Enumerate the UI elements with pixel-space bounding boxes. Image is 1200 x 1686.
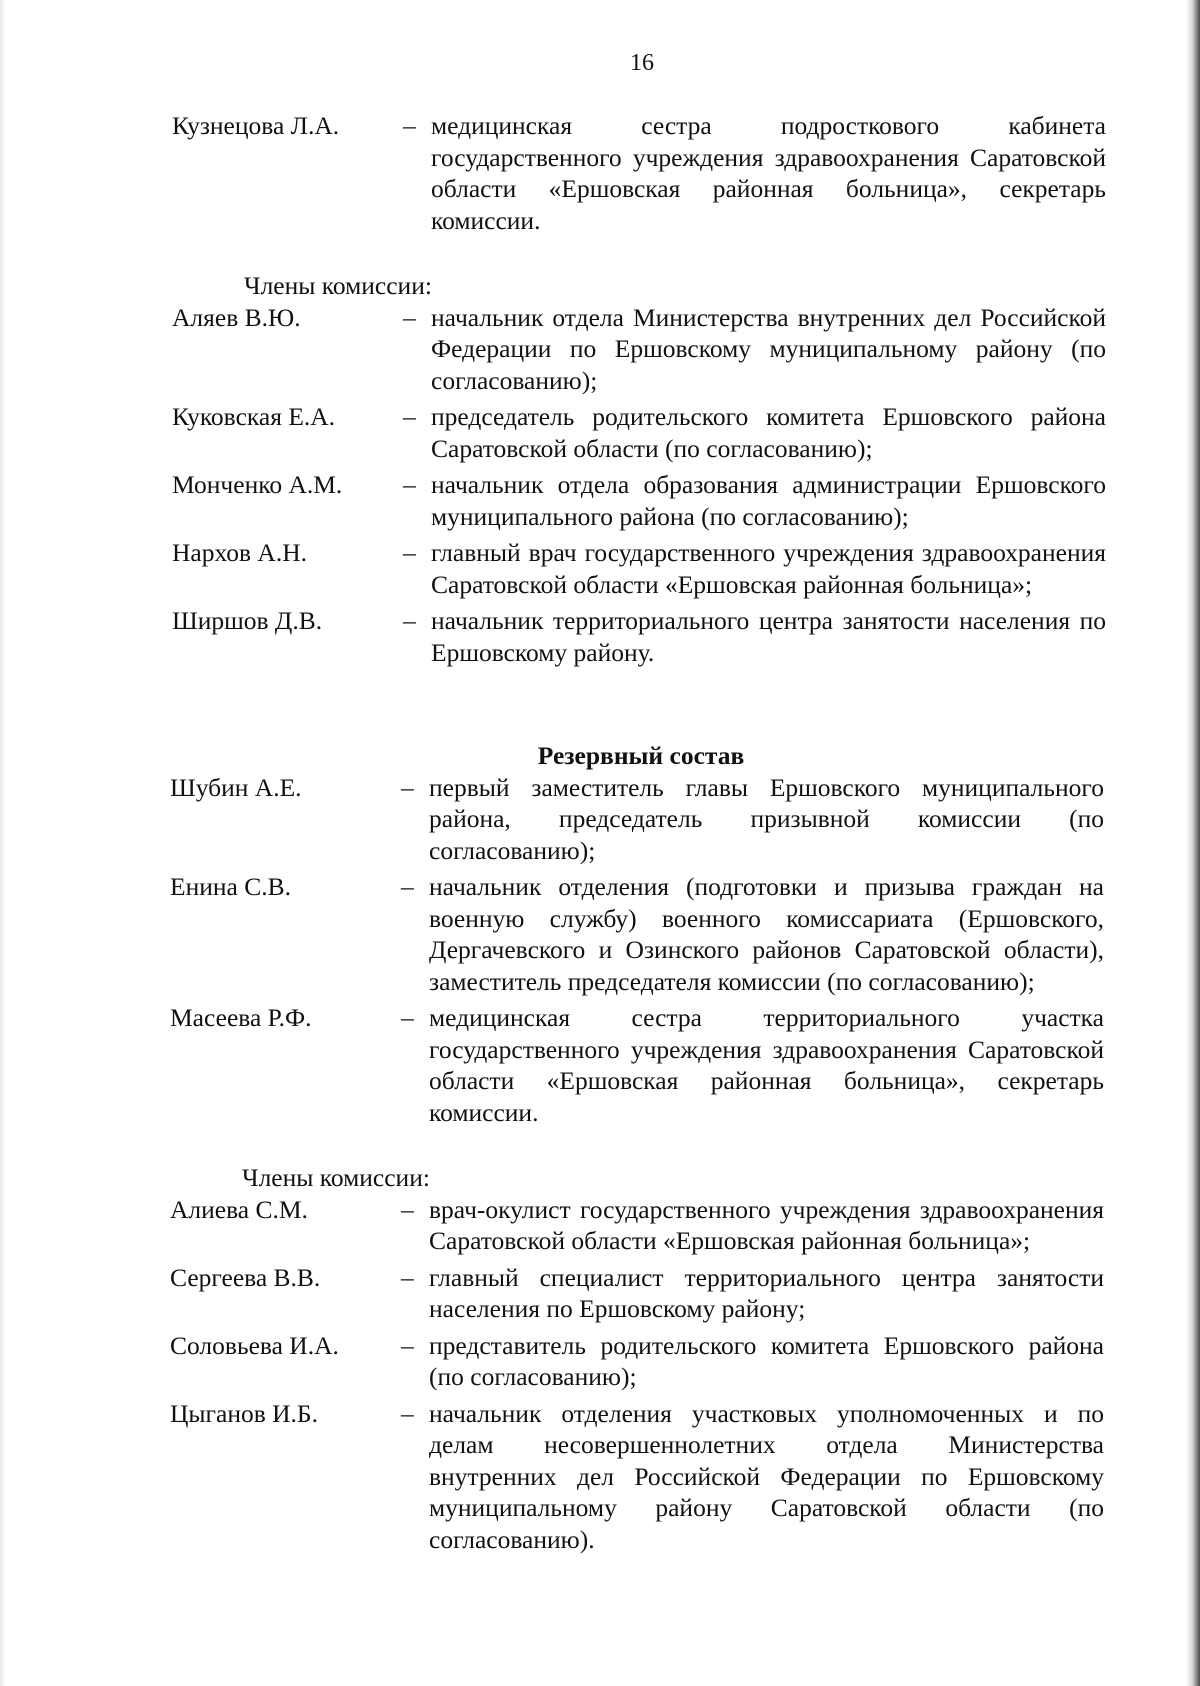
person-role: представитель родительского комитета Ершовского района (по согласованию); xyxy=(429,1330,1104,1391)
dash: – xyxy=(403,111,416,140)
member-entry xyxy=(172,605,1106,668)
person-name: Цыганов И.Б. xyxy=(170,1398,318,1428)
members-label: Члены комиссии: xyxy=(242,1163,430,1192)
person-role: первый заместитель главы Ершовского муниципального района, председатель призывной комиссии (по согласованию); xyxy=(429,772,1104,865)
dash: – xyxy=(403,538,416,567)
person-role: начальник территориального центра занятости населения по Ершовскому району. xyxy=(431,606,1106,667)
person-name: Ширшов Д.В. xyxy=(172,606,323,635)
person-name: Масеева Р.Ф. xyxy=(170,1003,312,1032)
member-entry xyxy=(172,302,1106,397)
person-name: Монченко А.М. xyxy=(172,470,343,499)
person-name: Енина С.В. xyxy=(170,872,291,901)
dash: – xyxy=(401,1194,414,1224)
members-list xyxy=(170,1194,1104,1556)
reserve-heading: Резервный состав xyxy=(537,741,745,770)
dash: – xyxy=(401,772,414,802)
page-number: 16 xyxy=(630,50,654,76)
person-name: Кузнецова Л.А. xyxy=(172,111,340,140)
member-entry xyxy=(170,772,1104,867)
dash: – xyxy=(403,470,416,499)
member-entry xyxy=(170,1262,1104,1325)
person-name: Соловьева И.А. xyxy=(170,1330,339,1360)
person-role: врач-окулист государственного учреждения здравоохранения Саратовской области «Ершовская районная больница»; xyxy=(429,1194,1104,1255)
person-name: Шубин А.Е. xyxy=(170,772,302,802)
secretary-entry xyxy=(172,110,1106,236)
person-name: Нархов А.Н. xyxy=(172,538,308,567)
member-entry xyxy=(170,871,1104,997)
spacer xyxy=(172,236,1106,270)
dash: – xyxy=(401,1003,414,1032)
dash: – xyxy=(403,302,416,332)
dash: – xyxy=(403,402,416,431)
person-role: начальник отдела Министерства внутренних дел Российской Федерации по Ершовскому муниципальному району (по согласованию); xyxy=(431,302,1106,395)
member-entry xyxy=(170,1194,1104,1257)
person-name: Алиева С.М. xyxy=(170,1194,308,1224)
members-label: Члены комиссии: xyxy=(244,271,432,300)
scan-edge-left xyxy=(0,0,6,1686)
person-role: главный врач государственного учреждения здравоохранения Саратовской области «Ершовская районная больница»; xyxy=(431,538,1106,599)
member-entry xyxy=(172,469,1106,532)
member-entry xyxy=(170,1330,1104,1393)
main-commission xyxy=(172,110,1106,668)
dash: – xyxy=(401,872,414,901)
reserve-commission xyxy=(170,740,1104,1555)
person-role: медицинская сестра территориального участка государственного учреждения здравоохранения Саратовской области «Ершовская районная больница», секретарь комиссии. xyxy=(429,1003,1104,1127)
dash: – xyxy=(401,1330,414,1360)
person-role: начальник отделения участковых уполномоченных и по делам несовершеннолетних отдела Министерства внутренних дел Российской Федерации по Ершовскому муниципальному району Саратовской области (по согласованию). xyxy=(429,1398,1104,1554)
person-role: председатель родительского комитета Ершовского района Саратовской области (по согласованию); xyxy=(431,402,1106,463)
person-role: медицинская сестра подросткового кабинета государственного учреждения здравоохранения Саратовской области «Ершовская районная больница», секретарь комиссии. xyxy=(431,111,1106,235)
spacer xyxy=(170,1128,1104,1162)
person-role: начальник отдела образования администрации Ершовского муниципального района (по согласованию); xyxy=(431,470,1106,531)
member-entry xyxy=(170,1398,1104,1556)
member-entry xyxy=(172,537,1106,600)
members-list xyxy=(172,302,1106,669)
leaders-list xyxy=(170,772,1104,1129)
person-role: главный специалист территориального центра занятости населения по Ершовскому району; xyxy=(429,1262,1104,1323)
dash: – xyxy=(401,1398,414,1428)
person-role: начальник отделения (подготовки и призыва граждан на военную службу) военного комиссариата (Ершовского, Дергачевского и Озинского районов Саратовской области), заместитель председателя комиссии (по согласованию); xyxy=(429,872,1104,996)
member-entry xyxy=(172,401,1106,464)
person-name: Аляев В.Ю. xyxy=(172,302,301,332)
person-name: Куковская Е.А. xyxy=(172,402,336,431)
person-name: Сергеева В.В. xyxy=(170,1262,321,1292)
scan-edge-right xyxy=(1186,0,1200,1686)
dash: – xyxy=(401,1262,414,1292)
dash: – xyxy=(403,606,416,635)
member-entry xyxy=(170,1002,1104,1128)
